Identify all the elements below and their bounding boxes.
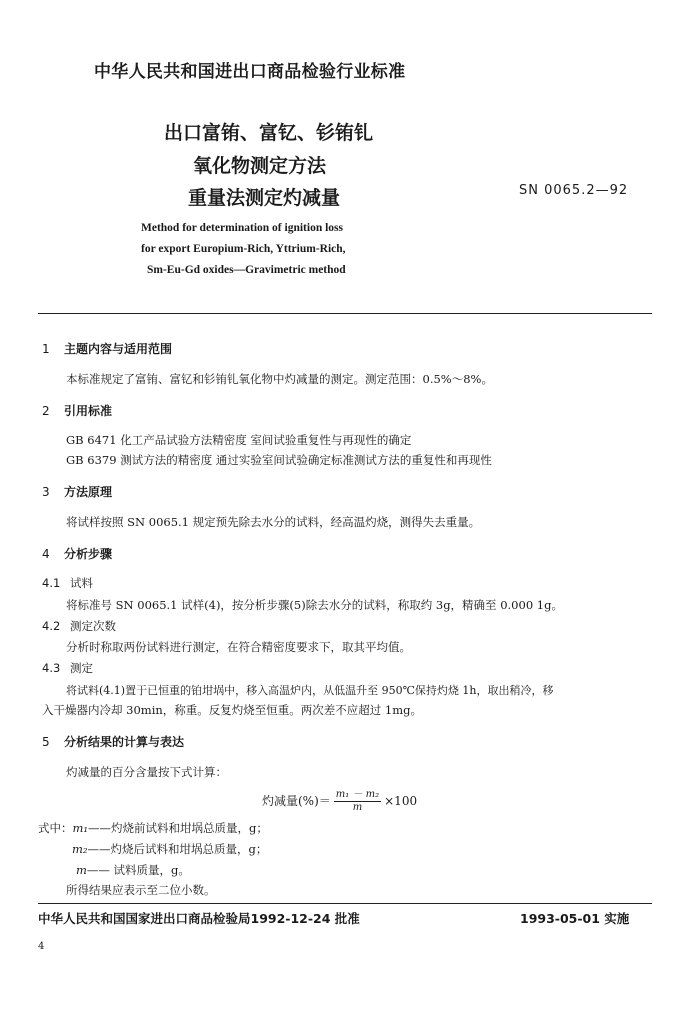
approval-line: 中华人民共和国国家进出口商品检验局1992-12-24 批准	[38, 911, 360, 926]
title-line-3: 重量法测定灼减量	[188, 187, 341, 209]
subsection-title: 测定	[70, 661, 93, 675]
footer-divider	[38, 903, 652, 904]
english-title-line-2: for export Europium-Rich, Yttrium-Rich,	[141, 243, 346, 255]
section-number: 4	[42, 547, 50, 561]
subsection-4-2-text: 分析时称取两份试料进行测定，在符合精密度要求下，取其平均值。	[66, 640, 411, 654]
variable-description: ——灼烧前试料和坩埚总质量，g；	[88, 821, 268, 835]
section-4-heading	[42, 545, 112, 562]
reference-gb-6471: GB 6471 化工产品试验方法精密度 室间试验重复性与再现性的确定	[66, 433, 412, 447]
page-number: 4	[38, 941, 45, 952]
variable-symbol: m₂	[72, 842, 88, 856]
variable-definition-2	[72, 841, 267, 857]
variable-symbol: m₁	[72, 821, 89, 835]
variable-description: ——灼烧后试料和坩埚总质量，g；	[87, 842, 268, 856]
section-number: 3	[42, 485, 50, 499]
section-number: 5	[42, 735, 50, 749]
formula-numerator: m₁ － m₂	[335, 789, 380, 800]
variable-definition-3	[76, 862, 190, 878]
section-title: 主题内容与适用范围	[64, 342, 173, 356]
formula-fraction	[334, 789, 381, 814]
english-title-line-3: Sm-Eu-Gd oxides—Gravimetric method	[147, 264, 346, 276]
english-title-line-1: Method for determination of ignition loss	[141, 222, 343, 234]
section-title: 分析步骤	[64, 547, 113, 561]
title-line-1: 出口富铕、富钇、钐铕钆	[164, 122, 374, 144]
document-header: 中华人民共和国进出口商品检验行业标准	[94, 62, 406, 82]
variable-description: —— 试料质量，g。	[86, 863, 190, 877]
subsection-4-3-heading	[42, 660, 93, 676]
ignition-loss-formula	[262, 789, 417, 814]
section-number: 1	[42, 342, 50, 356]
section-1-paragraph: 本标准规定了富铕、富钇和钐铕钆氧化物中灼减量的测定。测定范围：0.5%～8%。	[66, 372, 493, 386]
subsection-number: 4.1	[42, 576, 61, 590]
section-5-intro: 灼减量的百分含量按下式计算：	[66, 765, 227, 779]
subsection-4-1-text: 将标准号 SN 0065.1 试样(4)，按分析步骤(5)除去水分的试料，称取约 3g，精确至 0.000 1g。	[66, 598, 563, 612]
subsection-4-3-text-line-2: 入干燥器内冷却 30min，称重。反复灼烧至恒重。两次差不应超过 1mg。	[42, 703, 423, 717]
subsection-4-2-heading	[42, 618, 116, 634]
title-line-2: 氧化物测定方法	[193, 155, 327, 177]
subsection-number: 4.2	[42, 619, 61, 633]
section-title: 方法原理	[64, 485, 113, 499]
standard-number: SN 0065.2—92	[519, 183, 629, 198]
subsection-title: 试料	[70, 576, 93, 590]
subsection-4-3-text-line-1: 将试料(4.1)置于已恒重的铂坩埚中，移入高温炉内，从低温升至 950℃保持灼烧 1h，取出稍冷，移	[66, 684, 554, 697]
top-divider	[38, 313, 652, 314]
result-precision-note: 所得结果应表示至二位小数。	[66, 883, 216, 897]
variable-symbol: m	[76, 863, 87, 877]
subsection-number: 4.3	[42, 661, 61, 675]
section-5-heading	[42, 733, 184, 750]
section-3-heading	[42, 483, 112, 500]
formula-denominator: m	[352, 802, 363, 813]
subsection-title: 测定次数	[70, 619, 116, 633]
reference-gb-6379: GB 6379 测试方法的精密度 通过实验室间试验确定标准测试方法的重复性和再现性	[66, 453, 492, 467]
section-3-paragraph: 将试样按照 SN 0065.1 规定预先除去水分的试料，经高温灼烧，测得失去重量。	[66, 515, 481, 529]
formula-right: ×100	[384, 794, 418, 808]
section-1-heading	[42, 340, 172, 357]
variable-definition-1	[38, 820, 268, 836]
section-title: 分析结果的计算与表达	[64, 735, 185, 749]
section-2-heading	[42, 402, 112, 419]
effective-date: 1993-05-01 实施	[520, 911, 630, 926]
formula-left: 灼减量(%)＝	[262, 794, 331, 808]
where-label: 式中：	[38, 821, 73, 835]
section-title: 引用标准	[64, 404, 113, 418]
subsection-4-1-heading	[42, 575, 93, 591]
section-number: 2	[42, 404, 50, 418]
